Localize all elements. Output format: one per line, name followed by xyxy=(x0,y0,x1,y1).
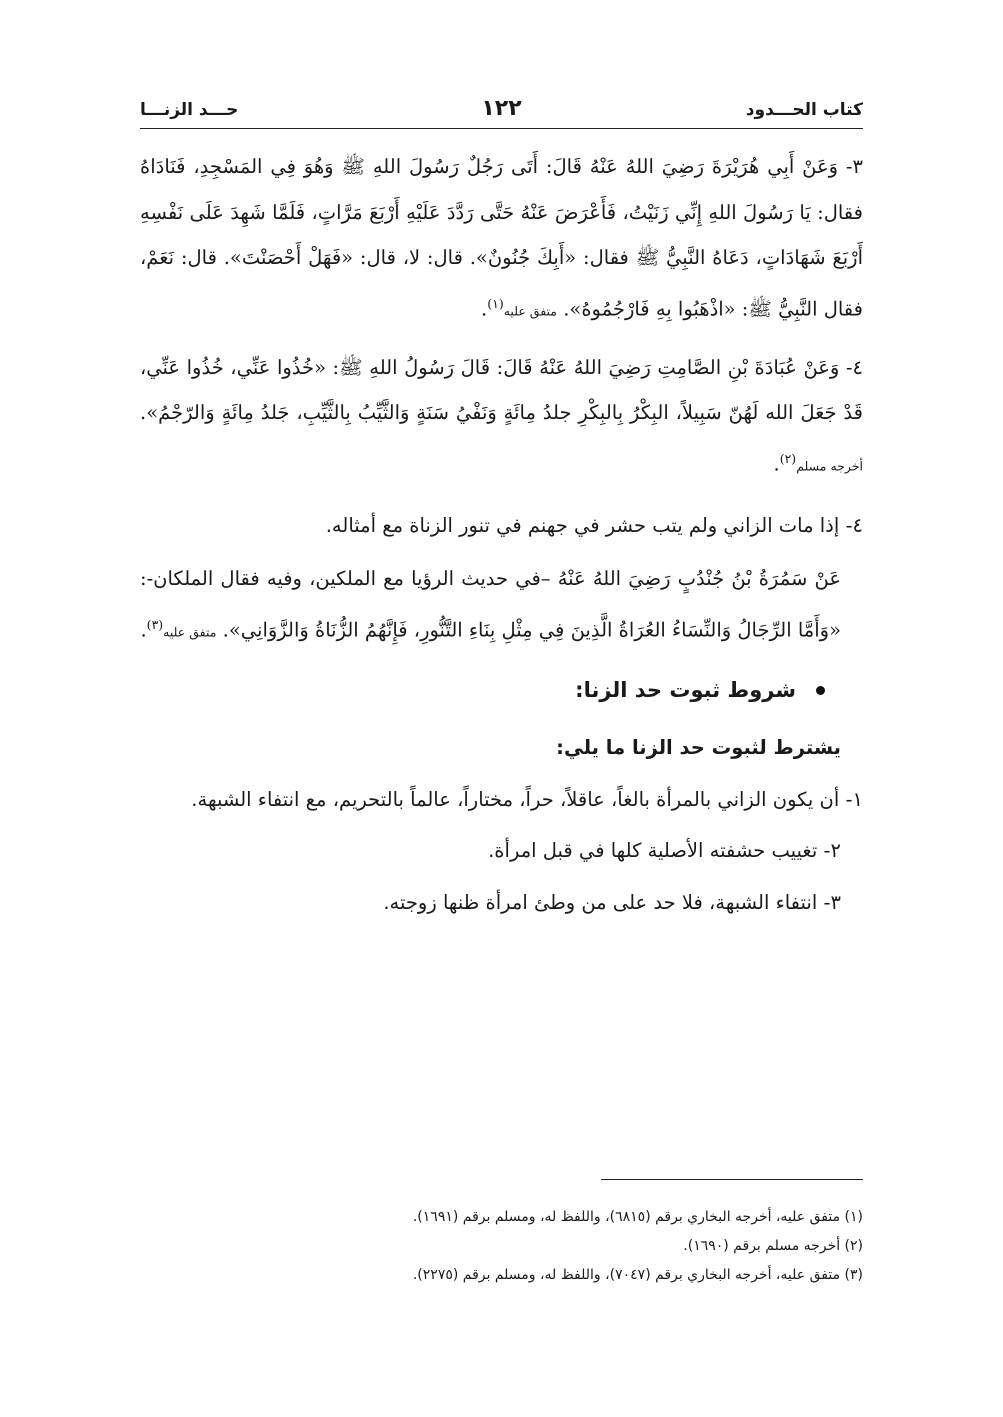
hadith-text: ٣- وَعَنْ أَبِي هُرَيْرَةَ رَضِيَ اللهُ عَنْهُ قَالَ: أَتَى رَجُلٌ رَسُولَ اللهِ ﷺ وَهُوَ فِي المَسْجِدِ، فَنَادَاهُ فقال: يَا رَسُولَ اللهِ إِنِّي زَنَيْتُ، فَأَعْرَضَ عَنْهُ حَتَّى رَدَّدَ عَلَيْهِ أَرْبَعَ مَرَّاتٍ، فَلَمَّا شَهِدَ عَلَى نَفْسِهِ أَرْبَعَ شَهَادَاتٍ، دَعَاهُ النَّبِيُّ ﷺ فقال: «أَبِكَ جُنُونٌ». قال: لا، قال: «فَهَلْ أَحْصَنْتَ». قال: نَعَمْ، فقال النَّبِيُّ ﷺ: «اذْهَبُوا بِهِ فَارْجُمُوهُ». xyxy=(140,155,863,320)
condition-item: ١- أن يكون الزاني بالمرأة بالغاً، عاقلاً، حراً، مختاراً، عالماً بالتحريم، مع انتفاء الشبهة. xyxy=(191,787,863,811)
conditions-heading-text: شروط ثبوت حد الزنا: xyxy=(575,677,796,702)
running-header xyxy=(140,96,863,129)
footnotes xyxy=(140,1203,863,1290)
hadith-source: متفق عليه xyxy=(163,624,217,639)
ruling-item-4: ٤- إذا مات الزاني ولم يتب حشر في جهنم في تنور الزناة مع أمثاله. xyxy=(325,513,863,537)
hadith-samura xyxy=(140,556,863,655)
footnote: (١) متفق عليه، أخرجه البخاري برقم (٦٨١٥)، واللفظ له، ومسلم برقم (١٦٩١). xyxy=(412,1209,863,1225)
condition-item: ٢- تغييب حشفته الأصلية كلها في قبل امرأة. xyxy=(488,839,841,862)
footnote-marker: (١) xyxy=(487,295,504,311)
condition-item: ٣- انتفاء الشبهة، فلا حد على من وطئ امرأة ظنها زوجته. xyxy=(383,890,841,914)
hadith-text: عَنْ سَمُرَةُ بْنُ جُنْدُبٍ رَضِيَ اللهُ عَنْهُ –في حديث الرؤيا مع الملكين، وفيه فقال الملكان-: «وَأَمَّا الرِّجَالُ وَالنِّسَاءُ العُرَاةُ الَّذِينَ فِي مِثْلِ بِنَاءِ التَّنُّورِ، فَإِنَّهُمُ الزُّنَاةُ وَالزَّوَانِي». xyxy=(140,567,841,641)
sentence-end: . xyxy=(140,618,147,641)
hadith-source: أخرجه مسلم xyxy=(796,458,863,473)
footnote: (٣) متفق عليه، أخرجه البخاري برقم (٧٠٤٧)، واللفظ له، ومسلم برقم (٢٢٧٥). xyxy=(412,1267,863,1283)
footnote-separator xyxy=(601,1179,863,1180)
hadith-source: متفق عليه xyxy=(503,303,557,318)
footnote: (٢) أخرجه مسلم برقم (١٦٩٠). xyxy=(683,1238,863,1254)
hadith-text: ٤- وَعَنْ عُبَادَةَ بْنِ الصَّامِتِ رَضِيَ اللهُ عَنْهُ قَالَ: قَالَ رَسُولُ اللهِ ﷺ: «خُذُوا عَنِّي، خُذُوا عَنِّي، قَدْ جَعَلَ الله لَهُنّ سَبِيلاً، البِكْرُ بِالبِكْرِ جلدُ مِائَةٍ وَنَفْيُ سَنَةٍ وَالثَّيِّبُ بِالثَّيِّبِ، جَلدُ مِائَةٍ وَالرّجْمُ». xyxy=(140,355,863,424)
sentence-end: . xyxy=(481,297,488,320)
footnote-marker: (٣) xyxy=(146,616,164,632)
footnote-marker: (٢) xyxy=(779,450,797,466)
bullet-icon xyxy=(816,686,825,695)
section-title: حـــد الزنـــا xyxy=(140,100,239,120)
sentence-end: . xyxy=(773,452,780,475)
page-number: ١٢٢ xyxy=(481,96,522,121)
conditions-intro: يشترط لثبوت حد الزنا ما يلي: xyxy=(556,736,841,759)
conditions-heading xyxy=(140,668,863,714)
hadith-ubada xyxy=(140,345,863,489)
hadith-abu-hurayra xyxy=(140,144,863,334)
book-title: كتاب الحـــدود xyxy=(745,100,863,120)
page-body xyxy=(140,144,863,931)
